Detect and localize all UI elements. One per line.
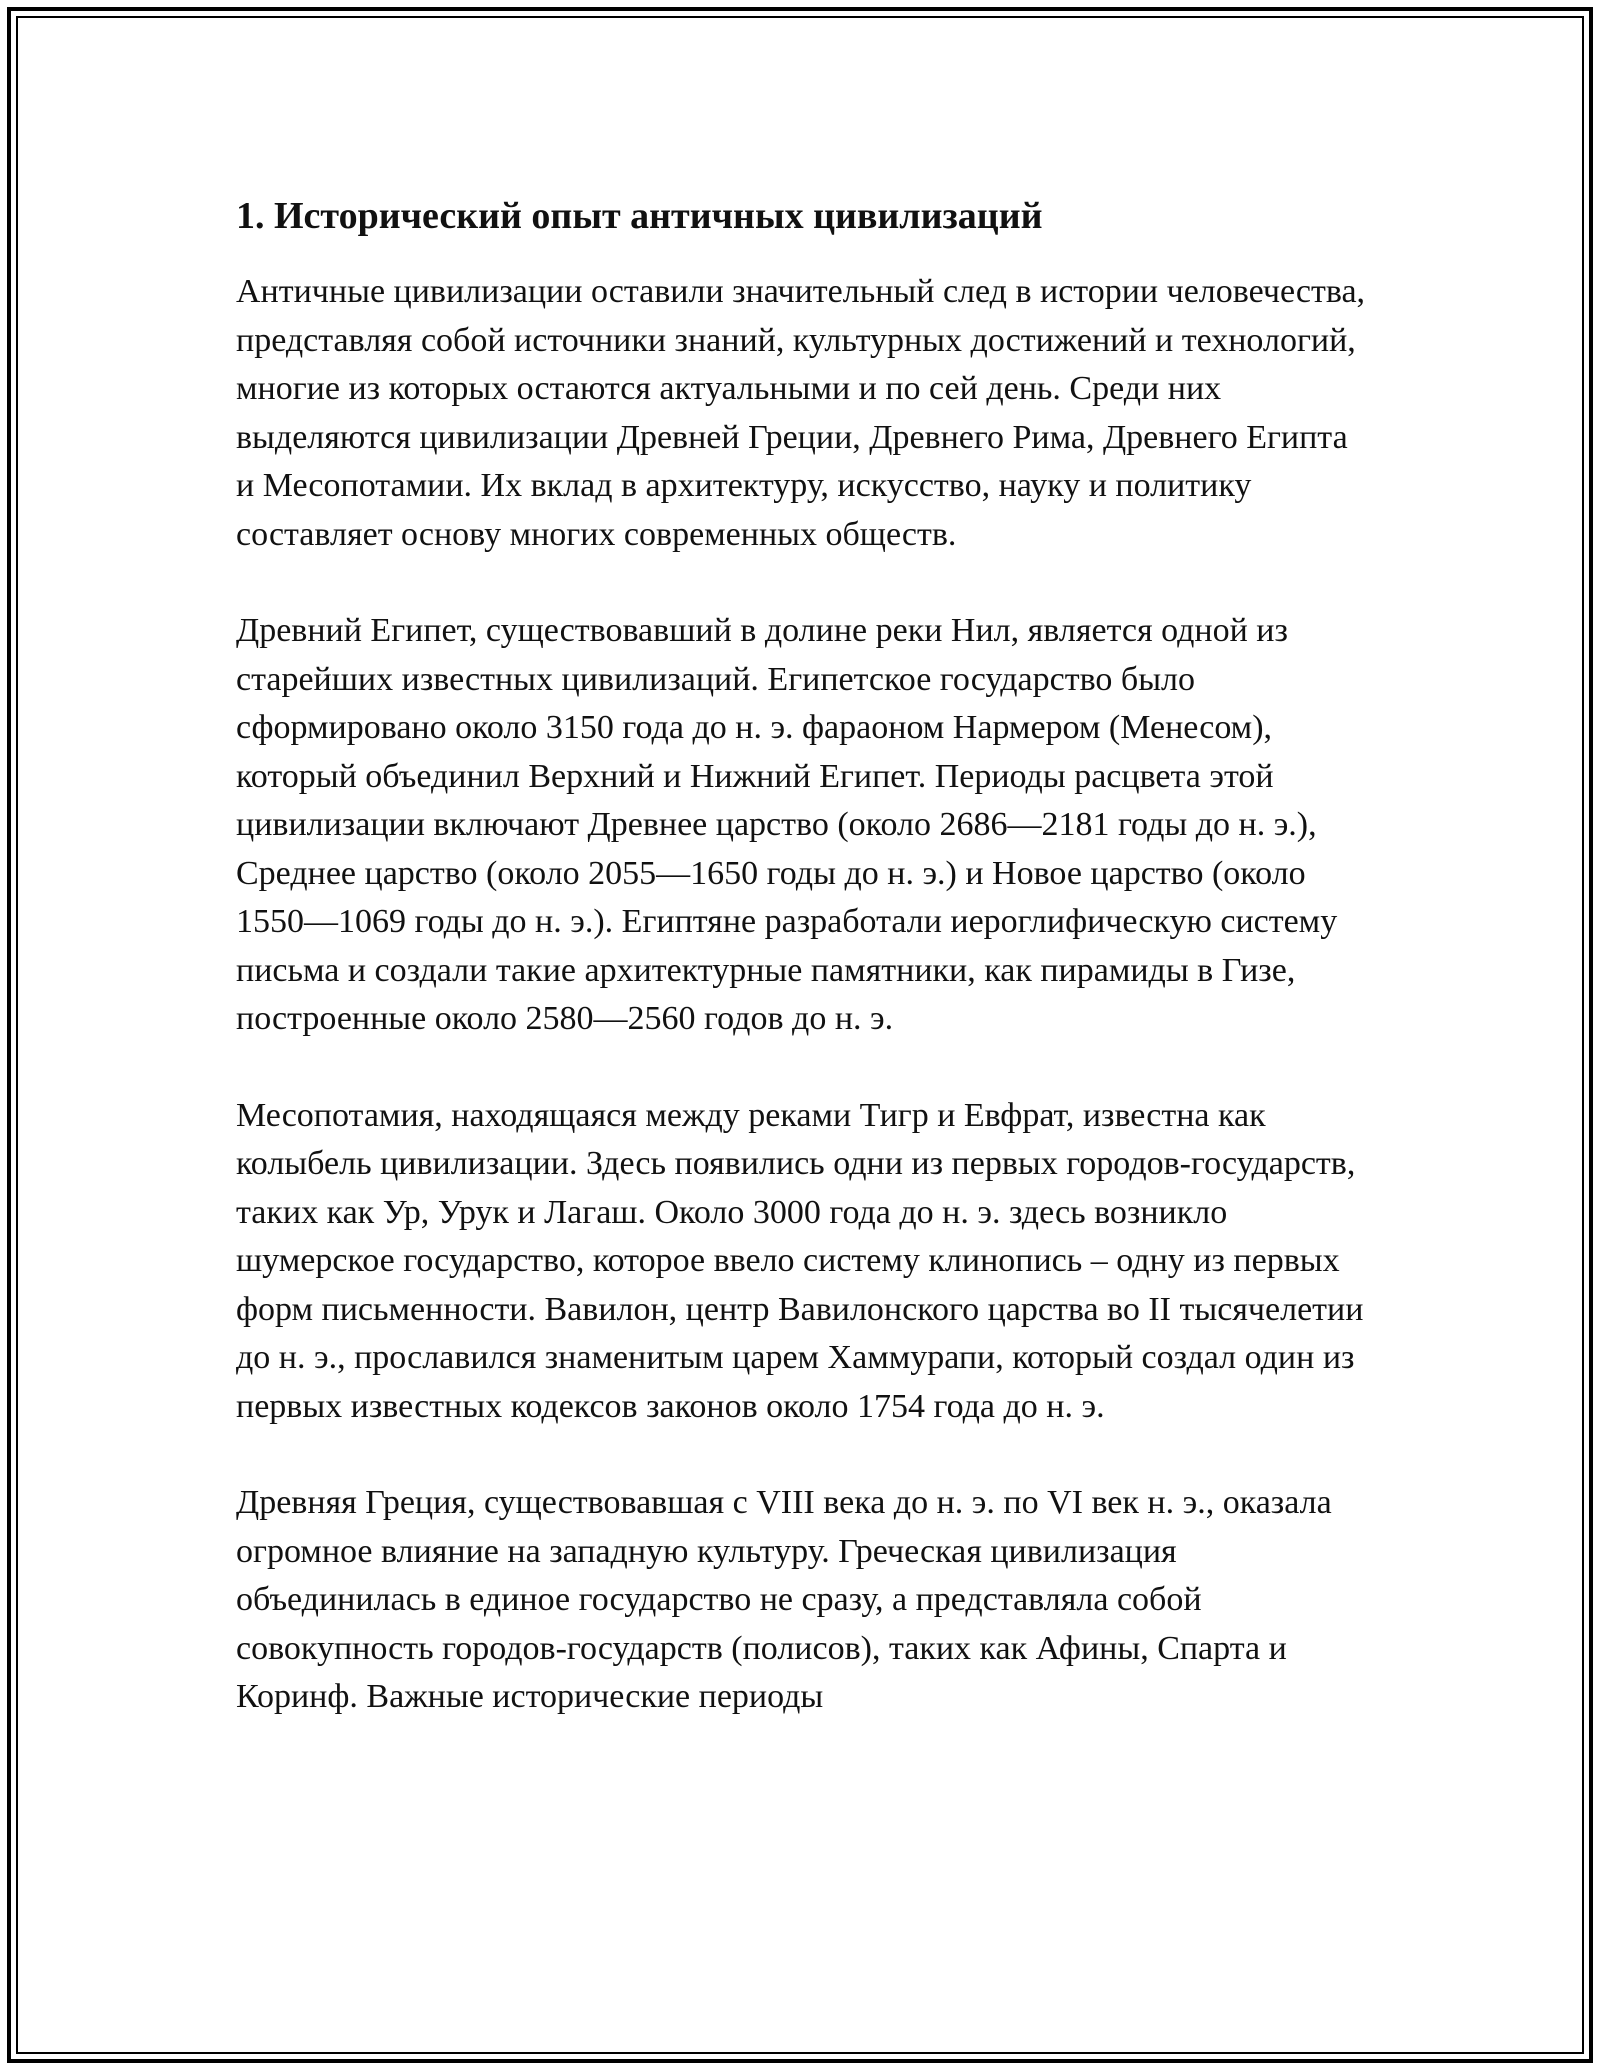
paragraph-egypt: Древний Египет, существовавший в долине реки Нил, является одной из старейших известных цивилизаций. Египетское государство было сформировано около 3150 года до н. э. фараоном Нармером (Менесом), который объединил Верхний и Нижний Египет. Периоды расцвета этой цивилизации включают Древнее царство (около 2686—2181 годы до н. э.), Среднее царство (около 2055—1650 годы до н. э.) и Новое царство (около 1550—1069 годы до н. э.). Египтяне разработали иероглифическую систему письма и создали такие архитектурные памятники, как пирамиды в Гизе, построенные около 2580—2560 годов до н. э. [236,612,1338,1037]
paragraph-intro: Античные цивилизации оставили значительный след в истории человечества, представляя собой источники знаний, культурных достижений и технологий, многие из которых остаются актуальными и по сей день. Среди них выделяются цивилизации Древней Греции, Древнего Рима, Древнего Египта и Месопотамии. Их вклад в архитектуру, искусство, науку и политику составляет основу многих современных обществ. [236,273,1366,553]
section-title: 1. Исторический опыт античных цивилизаций [236,195,1043,237]
document-body [236,188,1372,1770]
paragraph-mesopotamia: Месопотамия, находящаяся между реками Тигр и Евфрат, известна как колыбель цивилизации. Здесь появились одни из первых городов-государств, таких как Ур, Урук и Лагаш. Около 3000 года до н. э. здесь возникло шумерское государство, которое ввело систему клинопись – одну из первых форм письменности. Вавилон, центр Вавилонского царства во II тысячелетии до н. э., прославился знаменитым царем Хаммурапи, который создал один из первых известных кодексов законов около 1754 года до н. э. [236,1096,1364,1425]
paragraph-greece: Древняя Греция, существовавшая с VIII века до н. э. по VI век н. э., оказала огромное влияние на западную культуру. Греческая цивилизация объединилась в единое государство не сразу, а представляла собой совокупность городов-государств (полисов), таких как Афины, Спарта и Коринф. Важные исторические периоды [236,1484,1332,1715]
